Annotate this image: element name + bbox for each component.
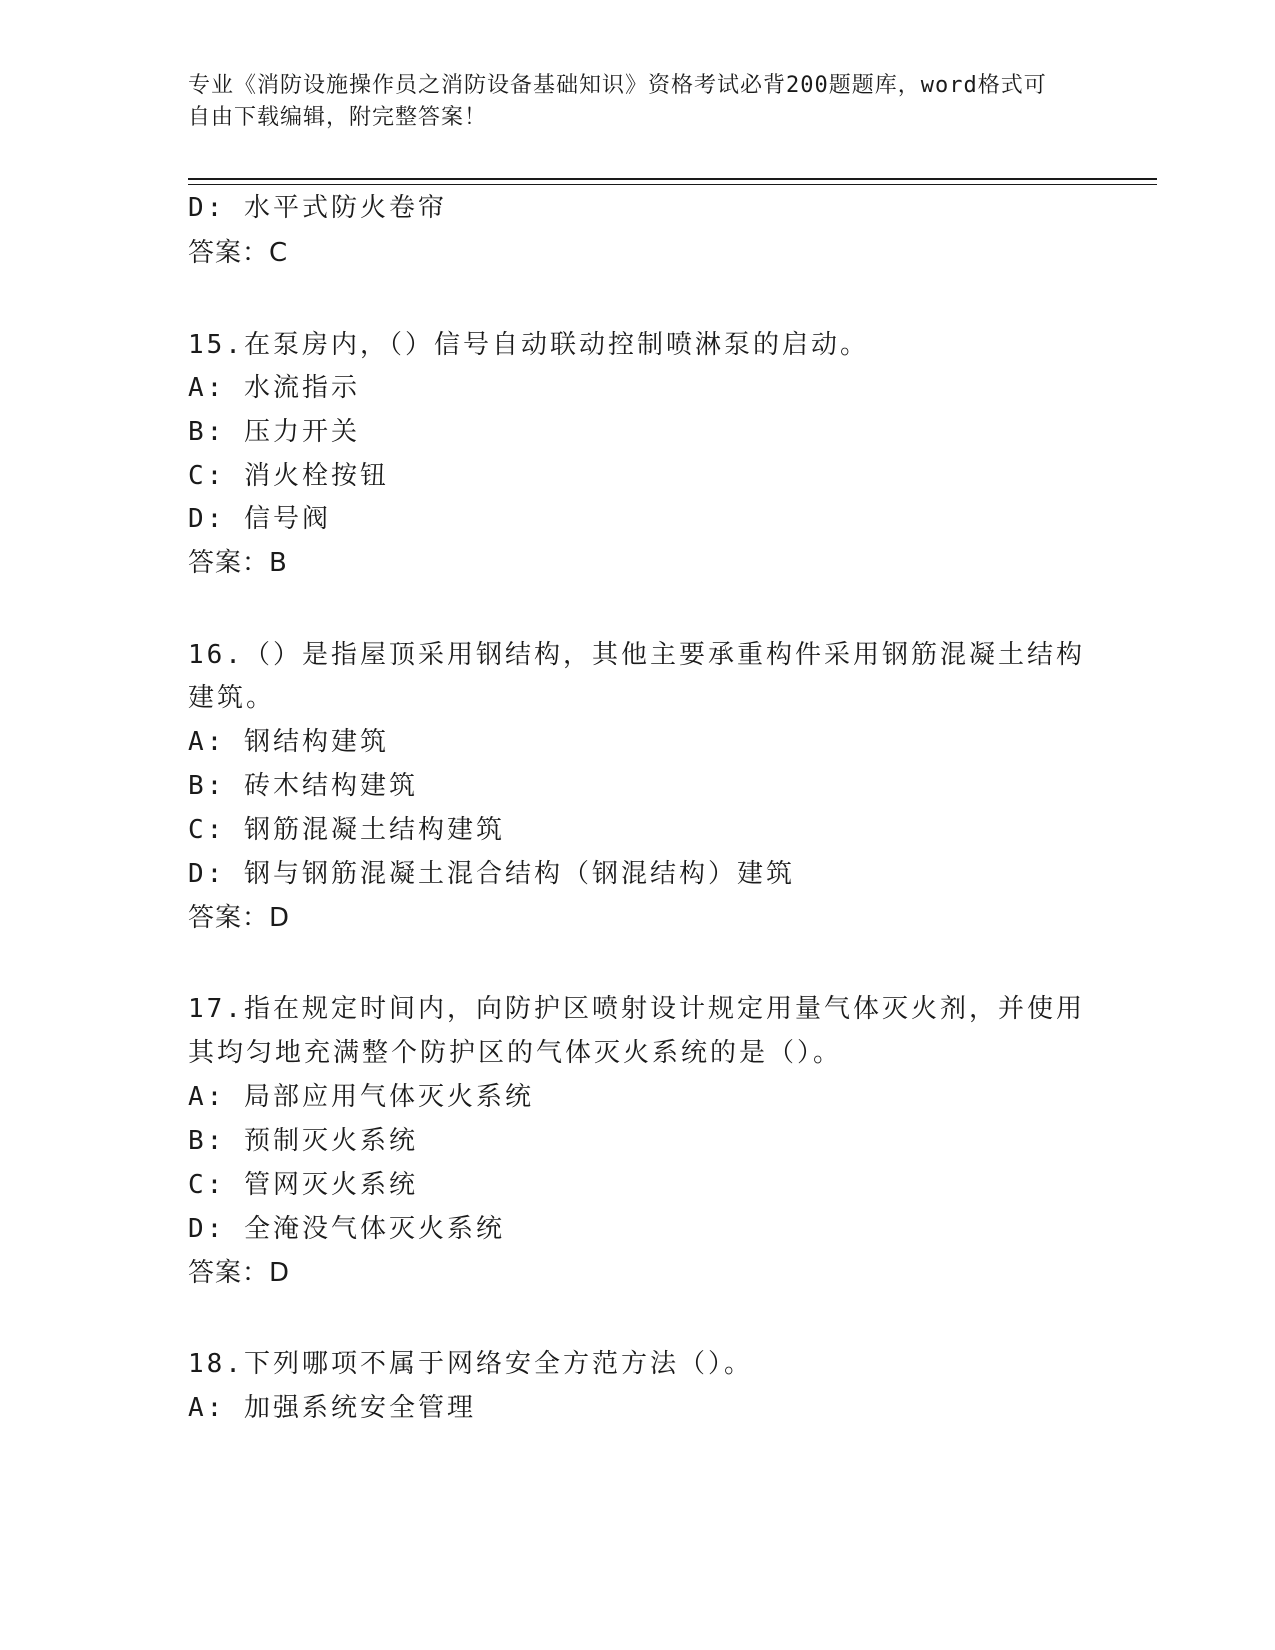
document-header: 专业《消防设施操作员之消防设备基础知识》资格考试必背200题题库，word格式可自由下载编辑，附完整答案！ (188, 73, 1047, 130)
option-line: B: 预制灭火系统 (188, 1126, 418, 1156)
header-rule-thin (188, 184, 1157, 185)
option-line: C: 消火栓按钮 (188, 461, 389, 491)
option-line: D: 水平式防火卷帘 (188, 193, 447, 223)
answer-line: 答案：C (188, 238, 289, 268)
option-line: C: 管网灭火系统 (188, 1170, 418, 1200)
option-line: A: 钢结构建筑 (188, 727, 389, 757)
option-line: D: 钢与钢筋混凝土混合结构（钢混结构）建筑 (188, 859, 795, 889)
answer-line: 答案：B (188, 548, 288, 578)
option-line: A: 加强系统安全管理 (188, 1393, 476, 1423)
answer-line: 答案：D (188, 903, 291, 933)
question-line: 18.下列哪项不属于网络安全方范方法（）。 (188, 1349, 753, 1379)
question-line: 其均匀地充满整个防护区的气体灭火系统的是（）。 (188, 1038, 843, 1068)
question-line: 17.指在规定时间内，向防护区喷射设计规定用量气体灭火剂，并使用 (188, 994, 1085, 1024)
question-line: 建筑。 (188, 683, 276, 713)
option-line: D: 信号阀 (188, 504, 331, 534)
answer-line: 答案：D (188, 1258, 291, 1288)
option-line: A: 局部应用气体灭火系统 (188, 1082, 534, 1112)
question-line: 15.在泵房内，（）信号自动联动控制喷淋泵的启动。 (188, 330, 869, 360)
option-line: C: 钢筋混凝土结构建筑 (188, 815, 505, 845)
option-line: B: 压力开关 (188, 417, 360, 447)
header-rule-thick (188, 178, 1157, 180)
question-line: 16.（）是指屋顶采用钢结构，其他主要承重构件采用钢筋混凝土结构 (188, 640, 1085, 670)
option-line: D: 全淹没气体灭火系统 (188, 1214, 505, 1244)
option-line: B: 砖木结构建筑 (188, 771, 418, 801)
option-line: A: 水流指示 (188, 373, 360, 403)
